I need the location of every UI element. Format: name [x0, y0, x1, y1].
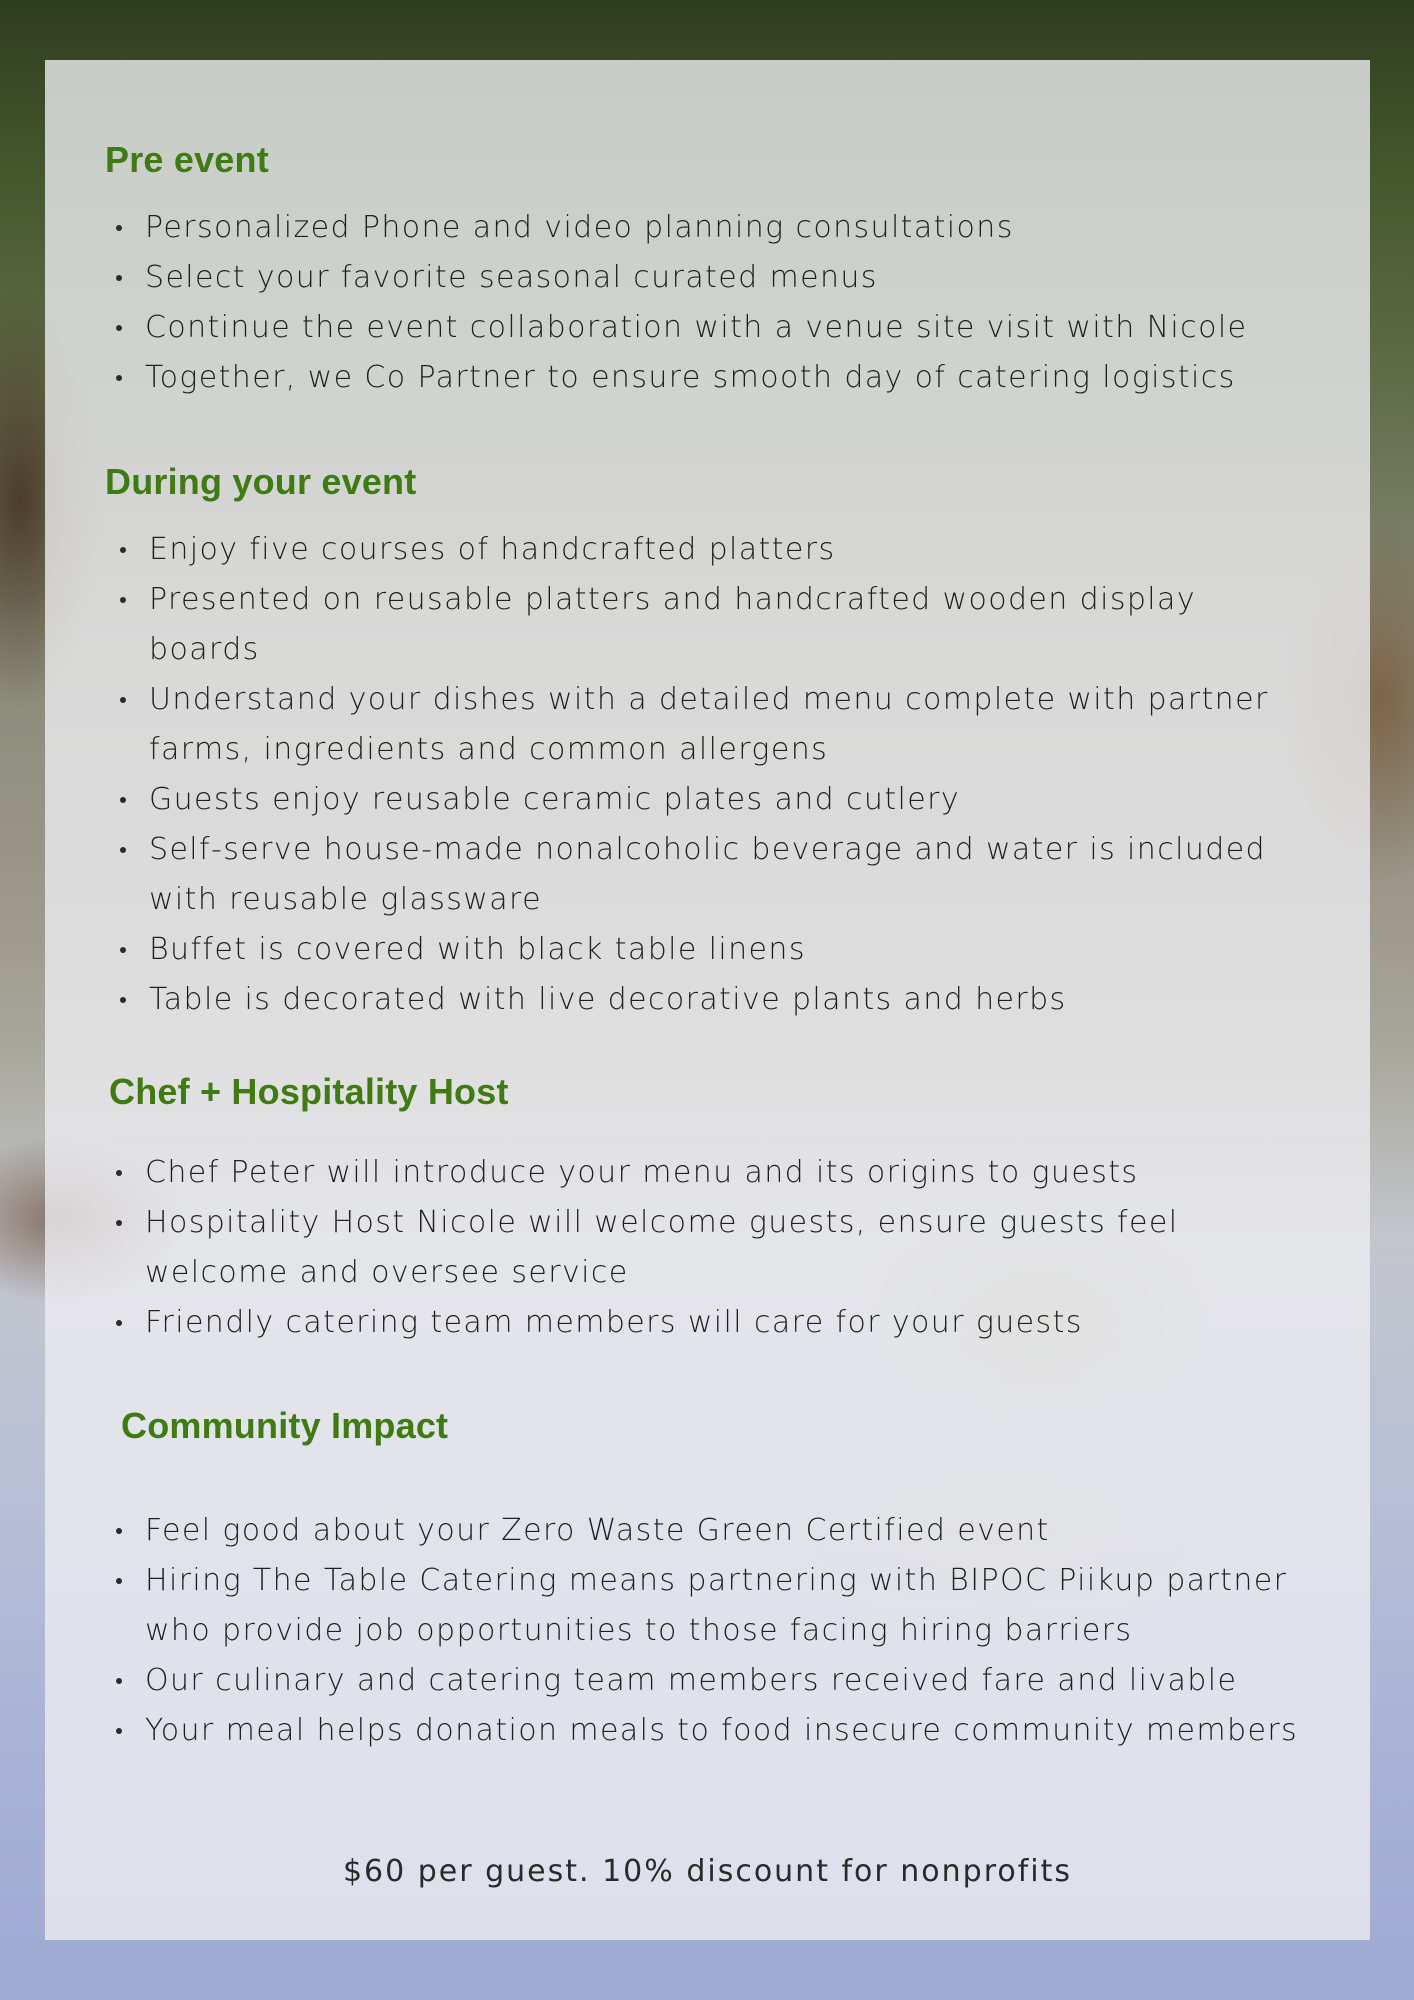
chef-host-list — [105, 1148, 1305, 1348]
list-item: Hospitality Host Nicole will welcome guests, ensure guests feel welcome and oversee service — [105, 1198, 1305, 1298]
chef-host-heading: Chef + Hospitality Host — [109, 1071, 509, 1112]
pre-event-heading: Pre event — [105, 139, 269, 180]
list-item: Presented on reusable platters and handcrafted wooden display boards — [109, 575, 1309, 675]
community-impact-heading: Community Impact — [121, 1405, 449, 1446]
list-item: Your meal helps donation meals to food insecure community members — [105, 1706, 1305, 1756]
pre-event-list — [105, 203, 1305, 403]
list-item: Chef Peter will introduce your menu and its origins to guests — [105, 1148, 1305, 1198]
info-card — [45, 60, 1370, 1940]
list-item: Self-serve house-made nonalcoholic beverage and water is included with reusable glassware — [109, 825, 1309, 925]
list-item: Table is decorated with live decorative plants and herbs — [109, 975, 1309, 1025]
list-item: Friendly catering team members will care for your guests — [105, 1298, 1305, 1348]
during-event-list — [109, 525, 1309, 1025]
list-item: Enjoy five courses of handcrafted platters — [109, 525, 1309, 575]
list-item: Together, we Co Partner to ensure smooth day of catering logistics — [105, 353, 1305, 403]
list-item: Select your favorite seasonal curated menus — [105, 253, 1305, 303]
list-item: Our culinary and catering team members received fare and livable — [105, 1656, 1305, 1706]
list-item: Personalized Phone and video planning consultations — [105, 203, 1305, 253]
price-note: $60 per guest. 10% discount for nonprofits — [342, 1854, 1073, 1889]
during-event-heading: During your event — [105, 461, 417, 502]
list-item: Understand your dishes with a detailed menu complete with partner farms, ingredients and common allergens — [109, 675, 1309, 775]
list-item: Guests enjoy reusable ceramic plates and cutlery — [109, 775, 1309, 825]
list-item: Hiring The Table Catering means partnering with BIPOC Piikup partner who provide job opportunities to those facing hiring barriers — [105, 1556, 1305, 1656]
community-impact-list — [105, 1506, 1305, 1756]
list-item: Buffet is covered with black table linens — [109, 925, 1309, 975]
list-item: Continue the event collaboration with a venue site visit with Nicole — [105, 303, 1305, 353]
list-item: Feel good about your Zero Waste Green Certified event — [105, 1506, 1305, 1556]
